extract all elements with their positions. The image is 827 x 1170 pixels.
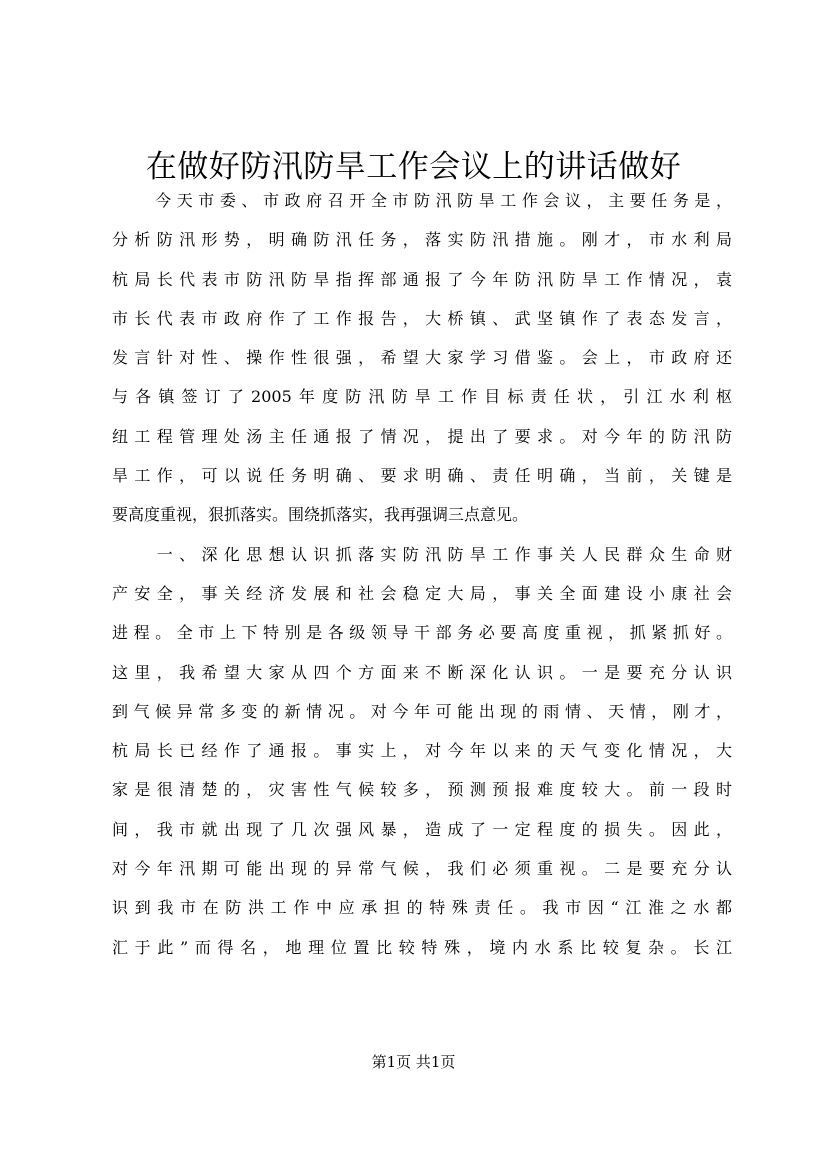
body-line: 这里，我希望大家从四个方面来不断深化认识。一是要充分认识 xyxy=(112,662,732,682)
body-line: 产安全，事关经济发展和社会稳定大局，事关全面建设小康社会 xyxy=(112,583,732,603)
body-line: 分析防汛形势，明确防汛任务，落实防汛措施。刚才，市水利局 xyxy=(112,230,732,250)
body-line: 纽工程管理处汤主任通报了情况，提出了要求。对今年的防汛防 xyxy=(112,426,732,446)
body-line: 发言针对性、操作性很强，希望大家学习借鉴。会上，市政府还 xyxy=(112,348,732,368)
body-line: 识到我市在防洪工作中应承担的特殊责任。我市因“江淮之水都 xyxy=(112,898,732,918)
body-line: 间，我市就出现了几次强风暴，造成了一定程度的损失。因此， xyxy=(112,819,732,839)
body-line: 家是很清楚的，灾害性气候较多，预测预报难度较大。前一段时 xyxy=(112,780,732,800)
body-line: 今天市委、市政府召开全市防汛防旱工作会议，主要任务是， xyxy=(112,191,732,210)
body-line: 对今年汛期可能出现的异常气候，我们必须重视。二是要充分认 xyxy=(112,859,732,879)
body-line: 市长代表市政府作了工作报告，大桥镇、武坚镇作了表态发言， xyxy=(112,308,732,328)
body-line: 要高度重视，狠抓落实。围绕抓落实，我再强调三点意见。 xyxy=(112,505,529,525)
body-line: 一、深化思想认识抓落实防汛防旱工作事关人民群众生命财 xyxy=(112,544,732,564)
body-line: 进程。全市上下特别是各级领导干部务必要高度重视，抓紧抓好。 xyxy=(112,623,732,643)
page-number-footer: 第1页 共1页 xyxy=(371,1053,456,1071)
document-title: 在做好防汛防旱工作会议上的讲话做好 xyxy=(145,149,682,185)
body-line: 与各镇签订了2005年度防汛防旱工作目标责任状，引江水利枢 xyxy=(112,387,732,407)
body-line: 杭局长已经作了通报。事实上，对今年以来的天气变化情况，大 xyxy=(112,741,732,761)
body-line: 汇于此”而得名，地理位置比较特殊，境内水系比较复杂。长江 xyxy=(112,937,732,957)
body-line: 旱工作，可以说任务明确、要求明确、责任明确，当前，关键是 xyxy=(112,466,732,486)
body-line: 到气候异常多变的新情况。对今年可能出现的雨情、天情，刚才， xyxy=(112,701,732,721)
body-line: 杭局长代表市防汛防旱指挥部通报了今年防汛防旱工作情况，袁 xyxy=(112,269,732,289)
document-body xyxy=(112,188,732,974)
